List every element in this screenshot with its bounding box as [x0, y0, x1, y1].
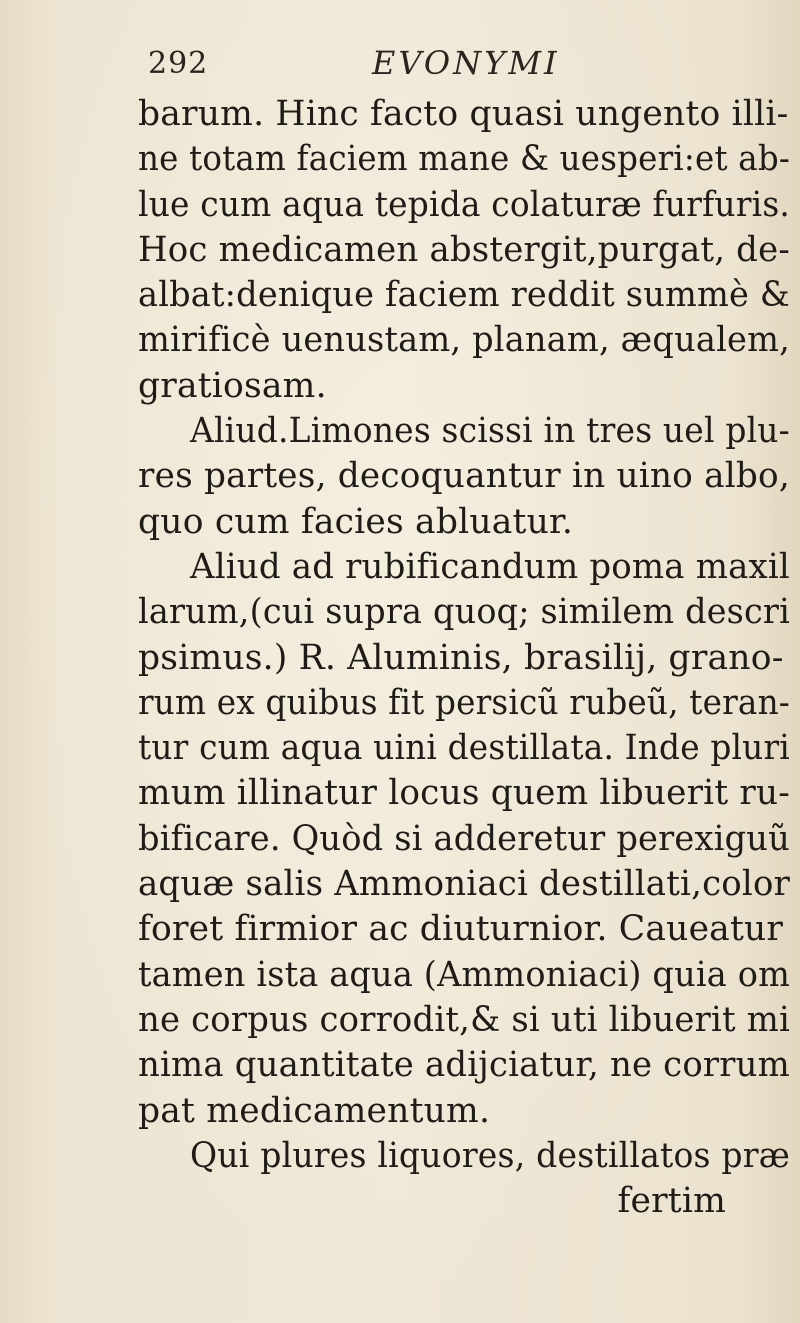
- text-line: Qui plures liquores, destillatos præ: [190, 1135, 791, 1176]
- text-line: aquæ salis Ammoniaci destillati,color: [138, 864, 790, 905]
- text-line: bificare. Quòd si adderetur perexiguũ: [138, 818, 790, 859]
- text-line: fertim: [617, 1181, 726, 1222]
- text-line: mirificè uenustam, planam, æqualem,: [138, 320, 790, 361]
- text-line: tamen ista aqua (Ammoniaci) quia om: [138, 954, 791, 995]
- text-line: larum,(cui supra quoq; similem descri: [138, 592, 791, 633]
- running-title: EVONYMI: [372, 44, 560, 82]
- text-line: gratiosam.: [138, 365, 327, 406]
- text-line: quo cum facies abluatur.: [138, 501, 574, 542]
- text-line: ne corpus corrodit,& si uti libuerit mi: [138, 999, 791, 1040]
- text-line: mum illinatur locus quem libuerit ru-: [138, 773, 791, 814]
- page-number: 292: [148, 46, 209, 81]
- text-line: res partes, decoquantur in uino albo,: [138, 456, 791, 497]
- text-line: albat:denique faciem reddit summè &: [138, 275, 791, 316]
- text-line: Aliud.Limones scissi in tres uel plu-: [190, 411, 790, 452]
- body-text: [138, 92, 791, 1224]
- text-line: rum ex quibus fit persicũ rubeũ, teran-: [138, 682, 791, 723]
- text-line: Aliud ad rubificandum poma maxil: [190, 546, 790, 587]
- text-line: foret firmior ac diuturnior. Caueatur: [138, 909, 784, 950]
- text-line: barum. Hinc facto quasi ungento illi-: [138, 94, 789, 134]
- text-line: pat medicamentum.: [138, 1090, 491, 1131]
- text-line: lue cum aqua tepida colaturæ furfuris.: [138, 184, 790, 225]
- text-line: ne totam faciem mane & uesperi:et ab-: [138, 139, 791, 180]
- text-line: nima quantitate adijciatur, ne corrum: [138, 1045, 790, 1086]
- text-line: tur cum aqua uini destillata. Inde pluri: [138, 728, 790, 769]
- text-line: psimus.) R. Aluminis, brasilij, grano-: [138, 637, 784, 678]
- text-line: Hoc medicamen abstergit,purgat, de-: [138, 229, 791, 270]
- running-head: [148, 42, 608, 86]
